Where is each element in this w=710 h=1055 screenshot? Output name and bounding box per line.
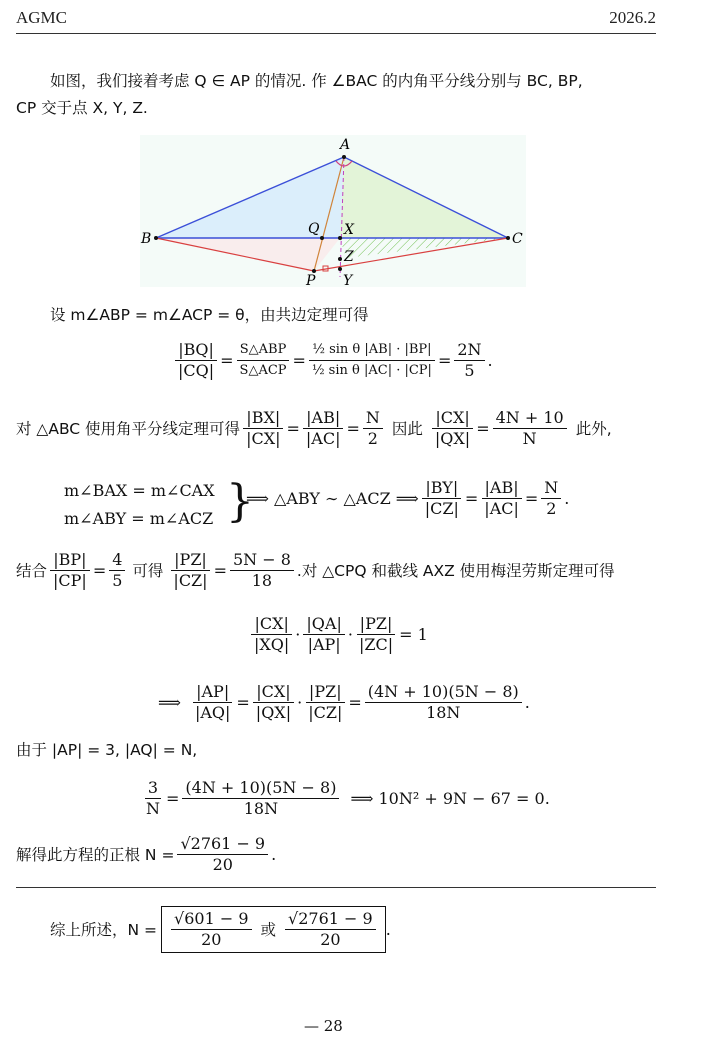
frac-cx-qx <box>432 408 473 449</box>
condition-1: m∠BAX = m∠CAX <box>64 481 215 500</box>
or-text: 或 <box>260 920 277 939</box>
num: |PZ| <box>306 682 345 703</box>
num: √2761 − 9 <box>285 909 376 930</box>
step8-line: 解得此方程的正根 N = $\frac{√2761 - 9}{20}$ . <box>16 834 277 874</box>
section-rule <box>16 887 656 888</box>
num: S△ABP <box>237 340 290 361</box>
frac-4n10-n <box>493 408 567 449</box>
point-c <box>506 236 510 240</box>
num: 4 <box>109 550 125 571</box>
num: |PZ| <box>357 614 396 635</box>
den: 2 <box>546 499 557 518</box>
den: |CQ| <box>178 361 215 380</box>
den: |CX| <box>246 429 281 448</box>
den: 18N <box>243 799 279 818</box>
den: N <box>522 429 537 448</box>
frac-by-cz <box>422 478 462 519</box>
geometry-figure <box>140 135 526 287</box>
den: 5 <box>112 571 123 590</box>
num: 3 <box>145 778 161 799</box>
frac-cx-qx-2 <box>253 682 294 723</box>
frac-5n8-18 <box>230 550 294 591</box>
menelaus-equation: $\frac{|CX|}{|XQ|}$ · $\frac{|QA|}{|AP|}$ · $\frac{|PZ|}{|ZC|}$ = 1 <box>248 614 428 655</box>
den: S△ACP <box>239 363 287 378</box>
den: 20 <box>320 930 341 949</box>
frac-bp-cp <box>50 550 90 591</box>
num: |CX| <box>253 682 293 703</box>
step5-equation: ⟹ $\frac{|AP|}{|AQ|}$ = $\frac{|CX|}{|QX|}$ · $\frac{|PZ|}{|CZ|}$ = $\frac{(4N + 10)(5N - 8)}{18N}$ . <box>158 682 530 722</box>
den: ½ sin θ |AC| · |CP| <box>311 363 432 378</box>
frac-areas <box>237 340 290 381</box>
den: |CZ| <box>308 703 343 722</box>
label-c: C <box>512 231 523 247</box>
frac-product-18n <box>365 682 522 723</box>
frac-pz-cz <box>170 550 210 591</box>
num: |CX| <box>432 408 472 429</box>
num: √601 − 9 <box>171 909 252 930</box>
num: |QA| <box>303 614 344 635</box>
step8-lead: 解得此方程的正根 N = <box>16 845 175 864</box>
frac-pz-zc <box>356 614 396 655</box>
den: 18 <box>251 571 273 590</box>
label-q: Q <box>308 221 320 237</box>
den: 20 <box>201 930 222 949</box>
frac-qa-ap <box>303 614 344 655</box>
frac-n-2-b <box>541 478 561 519</box>
den: |ZC| <box>358 635 394 654</box>
point-z <box>338 257 342 261</box>
den: |AP| <box>307 635 341 654</box>
frac-bx-cx <box>243 408 283 449</box>
header-left: AGMC <box>16 8 68 27</box>
brace: } <box>226 476 254 527</box>
frac-cx-xq <box>251 614 292 655</box>
implies-symbol: ⟹ <box>158 693 181 712</box>
frac-answer-2 <box>285 909 376 950</box>
frac-4-5 <box>109 550 125 591</box>
step2-line: 对 △ABC 使用角平分线定理可得 $\frac{|BX|}{|CX|}$ = $\frac{|AB|}{|AC|}$ = $\frac{N}{2}$ 因此 $\frac{|CX|}{|QX|}$ = $\frac{4N + 10}{N}$ 此外, <box>16 408 612 448</box>
frac-positive-root <box>177 834 268 875</box>
frac-product-18n-2 <box>182 778 339 819</box>
point-y <box>338 267 342 271</box>
label-a: A <box>340 137 351 153</box>
num: |BY| <box>422 478 461 499</box>
step3-similarity: ⟹ △ABY ∼ △ACZ ⟹ $\frac{|BY|}{|CZ|}$ = $\frac{|AB|}{|AC|}$ = $\frac{N}{2}$ . <box>246 478 570 518</box>
label-b: B <box>141 231 152 247</box>
step4-mid: 可得 <box>132 561 164 580</box>
answer-box <box>161 906 386 953</box>
num: |AB| <box>303 408 343 429</box>
den: |AC| <box>305 429 341 448</box>
step4-lead: 结合 <box>16 561 48 580</box>
frac-sine <box>309 340 435 381</box>
num: |PZ| <box>171 550 210 571</box>
num: (4N + 10)(5N − 8) <box>182 778 339 799</box>
frac-2n-5 <box>454 340 484 381</box>
frac-ab-ac <box>303 408 344 449</box>
step7-equation: $\frac{3}{N}$ = $\frac{(4N + 10)(5N - 8)}{18N}$ ⟹ 10N² + 9N − 67 = 0. <box>140 778 550 819</box>
num: 4N + 10 <box>493 408 567 429</box>
den: |QX| <box>255 703 292 722</box>
den: |CZ| <box>424 499 459 518</box>
frac-pz-cz-2 <box>305 682 345 723</box>
label-z: Z <box>344 249 354 265</box>
similarity-text: ⟹ △ABY ∼ △ACZ ⟹ <box>246 489 419 508</box>
page-number: — 28 <box>304 1017 343 1035</box>
step4-line: 结合 $\frac{|BP|}{|CP|}$ = $\frac{4}{5}$ 可得 $\frac{|PZ|}{|CZ|}$ = $\frac{5N - 8}{18}$ .对 △CPQ 和截线 AXZ 使用梅涅劳斯定理可得 <box>16 550 615 590</box>
intro-line-2: CP 交于点 X, Y, Z. <box>16 99 148 117</box>
conclusion-lead: 综上所述，N = <box>50 920 158 939</box>
step3-conditions <box>64 477 215 533</box>
geometry-svg <box>140 135 526 287</box>
label-p: P <box>306 273 316 287</box>
num: |AP| <box>193 682 232 703</box>
den: 18N <box>426 703 461 722</box>
intro-line-1: 如图，我们接着考虑 Q ∈ AP 的情况. 作 ∠BAC 的内角平分线分别与 BC, BP, <box>50 72 583 90</box>
quadratic-result: ⟹ 10N² + 9N − 67 = 0. <box>350 789 550 808</box>
frac-ap-aq <box>192 682 233 723</box>
point-x <box>338 236 342 240</box>
frac-ab-ac-2 <box>481 478 522 519</box>
label-x: X <box>344 222 354 238</box>
frac-bq-cq <box>175 340 217 381</box>
conclusion-line: 综上所述，N = $\frac{√601 - 9}{20}$ 或 $\frac{√2761 - 9}{20}$ . <box>50 906 391 953</box>
num: |BQ| <box>175 340 217 361</box>
num: |BX| <box>243 408 283 429</box>
den: |QX| <box>434 429 471 448</box>
num: ½ sin θ |AB| · |BP| <box>309 340 434 361</box>
num: N <box>363 408 383 429</box>
frac-3-n <box>143 778 163 819</box>
point-a <box>342 155 346 159</box>
num: √2761 − 9 <box>177 834 268 855</box>
den: |CZ| <box>173 571 208 590</box>
den: |AC| <box>484 499 519 518</box>
step4-tail: .对 △CPQ 和截线 AXZ 使用梅涅劳斯定理可得 <box>296 561 615 580</box>
num: |AB| <box>482 478 522 499</box>
num: |BP| <box>50 550 89 571</box>
den: |CP| <box>53 571 87 590</box>
menelaus-rhs: = 1 <box>399 625 428 644</box>
header-rule <box>16 33 656 34</box>
label-y: Y <box>343 273 353 287</box>
den: 20 <box>212 855 233 874</box>
step1-lead: 设 m∠ABP = m∠ACP = θ，由共边定理可得 <box>50 306 369 324</box>
num: (4N + 10)(5N − 8) <box>365 682 522 703</box>
num: |CX| <box>251 614 291 635</box>
point-q <box>320 236 324 240</box>
den: N <box>146 799 160 818</box>
num: N <box>541 478 561 499</box>
num: 2N <box>454 340 484 361</box>
den: 2 <box>367 429 378 448</box>
header-right: 2026.2 <box>609 8 656 27</box>
step2-tail: 此外, <box>575 419 612 438</box>
step2-mid: 因此 <box>391 419 423 438</box>
frac-n-2 <box>363 408 383 449</box>
point-b <box>154 236 158 240</box>
frac-answer-1 <box>171 909 252 950</box>
step1-equation: $\frac{|BQ|}{|CQ|}$ = $\frac{\text{S△ABP}}{\text{S△ACP}}$ = $\frac{\text{½ sin θ |AB| · |BP|}}{\text{½ sin θ |AC| · |CP|}}$ = $\frac{2N}{5}$ . <box>172 340 493 381</box>
den: |XQ| <box>254 635 290 654</box>
den: 5 <box>464 361 475 380</box>
den: |AQ| <box>194 703 231 722</box>
num: 5N − 8 <box>230 550 294 571</box>
step6-lead: 由于 |AP| = 3, |AQ| = N, <box>16 741 198 759</box>
condition-2: m∠ABY = m∠ACZ <box>64 509 214 528</box>
step2-lead: 对 △ABC 使用角平分线定理可得 <box>16 419 241 438</box>
